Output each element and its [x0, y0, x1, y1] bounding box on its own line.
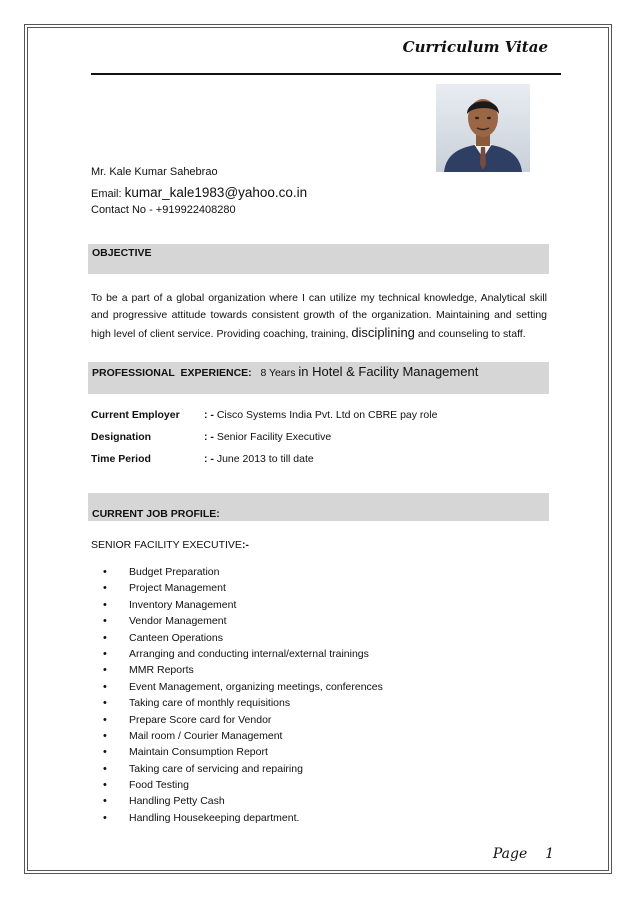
experience-years: 8 Years [260, 367, 296, 379]
objective-text [91, 290, 547, 343]
profile-photo [436, 84, 530, 172]
experience-row-value: Cisco Systems India Pvt. Ltd on CBRE pay role [216, 409, 438, 421]
experience-row-separator: : - [204, 409, 214, 421]
email-label: Email: [91, 188, 122, 200]
job-profile-list [91, 564, 383, 826]
job-profile-subtitle-text: SENIOR FACILITY EXECUTIVE [91, 539, 242, 551]
experience-row [91, 452, 314, 466]
page-number: 1 [545, 846, 554, 862]
list-item: • Canteen Operations [91, 630, 383, 646]
list-item: • Handling Petty Cash [91, 793, 383, 809]
objective-heading: OBJECTIVE [92, 247, 152, 259]
list-item: • MMR Reports [91, 662, 383, 678]
list-item: • Taking care of servicing and repairing [91, 761, 383, 777]
experience-row-separator: : - [204, 431, 214, 443]
list-item: • Inventory Management [91, 597, 383, 613]
objective-text-emphasis: disciplining [351, 325, 415, 340]
experience-field: in Hotel & Facility Management [298, 364, 479, 379]
experience-row-key: Time Period [91, 453, 151, 465]
list-item: • Food Testing [91, 777, 383, 793]
experience-heading [92, 364, 478, 379]
job-profile-subtitle [91, 538, 249, 552]
list-item: • Maintain Consumption Report [91, 744, 383, 760]
job-profile-heading: CURRENT JOB PROFILE: [92, 508, 220, 520]
document-title: Curriculum Vitae [402, 38, 548, 56]
experience-row-separator: : - [204, 453, 214, 465]
list-item: • Handling Housekeeping department. [91, 810, 383, 826]
job-profile-subtitle-suffix: :- [241, 539, 249, 551]
experience-row-key: Current Employer [91, 409, 180, 421]
experience-heading-band [88, 362, 549, 394]
experience-row [91, 408, 437, 422]
experience-row-value: June 2013 to till date [216, 453, 314, 465]
title-divider [91, 73, 561, 75]
experience-row-key: Designation [91, 431, 152, 443]
experience-row-value: Senior Facility Executive [216, 431, 332, 443]
list-item: • Prepare Score card for Vendor [91, 712, 383, 728]
objective-text-start: To be a part of a global organization where I can utilize my technical knowledge, Analytical skill and progressive attitude towards consistent growth of the organization. Maintaining and setting high level of client service. Providing coaching, training, [91, 292, 547, 340]
list-item: • Event Management, organizing meetings, conferences [91, 679, 383, 695]
list-item: • Mail room / Courier Management [91, 728, 383, 744]
list-item: • Arranging and conducting internal/external trainings [91, 646, 383, 662]
list-item: • Vendor Management [91, 613, 383, 629]
experience-heading-label: PROFESSIONAL EXPERIENCE: [92, 367, 252, 379]
objective-text-end: and counseling to staff. [417, 328, 526, 340]
list-item: • Budget Preparation [91, 564, 383, 580]
contact-number: Contact No - +919922408280 [91, 204, 236, 216]
list-item: • Taking care of monthly requisitions [91, 695, 383, 711]
page-label: Page [492, 846, 528, 862]
list-item: • Project Management [91, 580, 383, 596]
page-footer [493, 846, 554, 862]
candidate-name: Mr. Kale Kumar Sahebrao [91, 166, 218, 178]
experience-row [91, 430, 331, 444]
job-profile-heading-band [88, 493, 549, 521]
objective-heading-band [88, 244, 549, 274]
profile-photo-image [436, 84, 530, 172]
email-line [91, 186, 307, 201]
email-address: kumar_kale1983@yahoo.co.in [124, 185, 308, 200]
